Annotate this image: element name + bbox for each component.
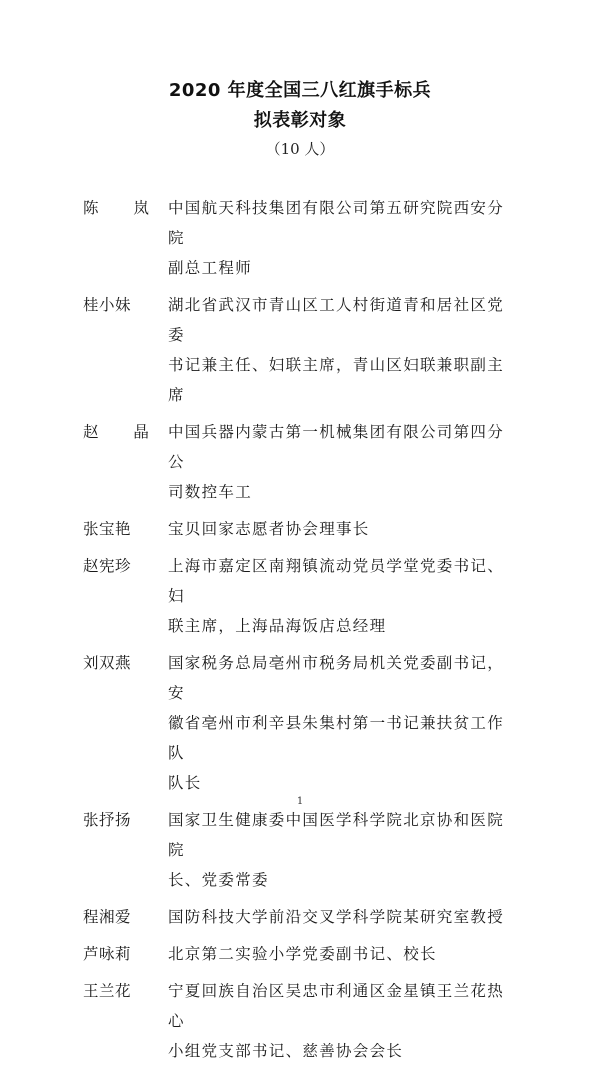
honoree-position-line: 副总工程师 <box>168 259 253 277</box>
honoree-position-line: 宝贝回家志愿者协会理事长 <box>168 520 370 538</box>
honoree-position-line: 书记兼主任、妇联主席，青山区妇联兼职副主席 <box>168 356 505 404</box>
honoree-entry <box>0 551 600 641</box>
recipient-count: （10 人） <box>265 140 335 158</box>
honoree-position-line: 司数控车工 <box>168 483 253 501</box>
honoree-entry <box>0 976 600 1066</box>
honoree-position-line: 国防科技大学前沿交叉学科学院某研究室教授 <box>168 908 505 926</box>
honoree-position <box>168 417 518 507</box>
honoree-list <box>0 193 600 1073</box>
honoree-position-line: 中国兵器内蒙古第一机械集团有限公司第四分公 <box>168 423 505 471</box>
honoree-position-line: 上海市嘉定区南翔镇流动党员学堂党委书记、妇 <box>168 557 505 605</box>
honoree-position-line: 联主席，上海品海饭店总经理 <box>168 617 387 635</box>
honoree-entry <box>0 902 600 932</box>
honoree-name: 程湘爱 <box>83 908 132 926</box>
honoree-name: 赵宪珍 <box>83 557 132 575</box>
honoree-entry <box>0 805 600 895</box>
honoree-position-line: 徽省亳州市利辛县朱集村第一书记兼扶贫工作队 <box>168 714 505 762</box>
honoree-name: 王兰花 <box>83 982 132 1000</box>
honoree-position <box>168 290 518 410</box>
honoree-position <box>168 976 518 1066</box>
honoree-position-line: 北京第二实验小学党委副书记、校长 <box>168 945 437 963</box>
honoree-position <box>168 514 518 544</box>
honoree-name: 芦咏莉 <box>83 945 132 963</box>
honoree-name: 桂小妹 <box>83 296 132 314</box>
honoree-entry <box>0 648 600 798</box>
honoree-entry <box>0 939 600 969</box>
document-subtitle: 拟表彰对象 <box>253 110 347 131</box>
honoree-position-line: 小组党支部书记、慈善协会会长 <box>168 1042 404 1060</box>
honoree-name: 赵 晶 <box>83 423 164 441</box>
honoree-position-line: 宁夏回族自治区吴忠市利通区金星镇王兰花热心 <box>168 982 505 1030</box>
honoree-name: 陈 岚 <box>83 199 164 217</box>
honoree-name: 刘双燕 <box>83 654 132 672</box>
honoree-name: 张宝艳 <box>83 520 132 538</box>
honoree-position <box>168 648 518 798</box>
honoree-position <box>168 805 518 895</box>
page-number: 1 <box>296 796 304 807</box>
honoree-entry <box>0 290 600 410</box>
honoree-position-line: 队长 <box>168 774 202 792</box>
honoree-name: 张抒扬 <box>83 811 132 829</box>
honoree-entry <box>0 514 600 544</box>
honoree-position-line: 国家税务总局亳州市税务局机关党委副书记，安 <box>168 654 505 702</box>
honoree-position <box>168 939 518 969</box>
honoree-position-line: 湖北省武汉市青山区工人村街道青和居社区党委 <box>168 296 505 344</box>
honoree-position-line: 长、党委常委 <box>168 871 269 889</box>
honoree-position-line: 国家卫生健康委中国医学科学院北京协和医院院 <box>168 811 505 859</box>
honoree-position <box>168 902 518 932</box>
document-title: 2020 年度全国三八红旗手标兵 <box>168 80 432 101</box>
honoree-entry <box>0 193 600 283</box>
honoree-entry <box>0 417 600 507</box>
honoree-position-line: 中国航天科技集团有限公司第五研究院西安分院 <box>168 199 505 247</box>
honoree-position <box>168 193 518 283</box>
honoree-position <box>168 551 518 641</box>
